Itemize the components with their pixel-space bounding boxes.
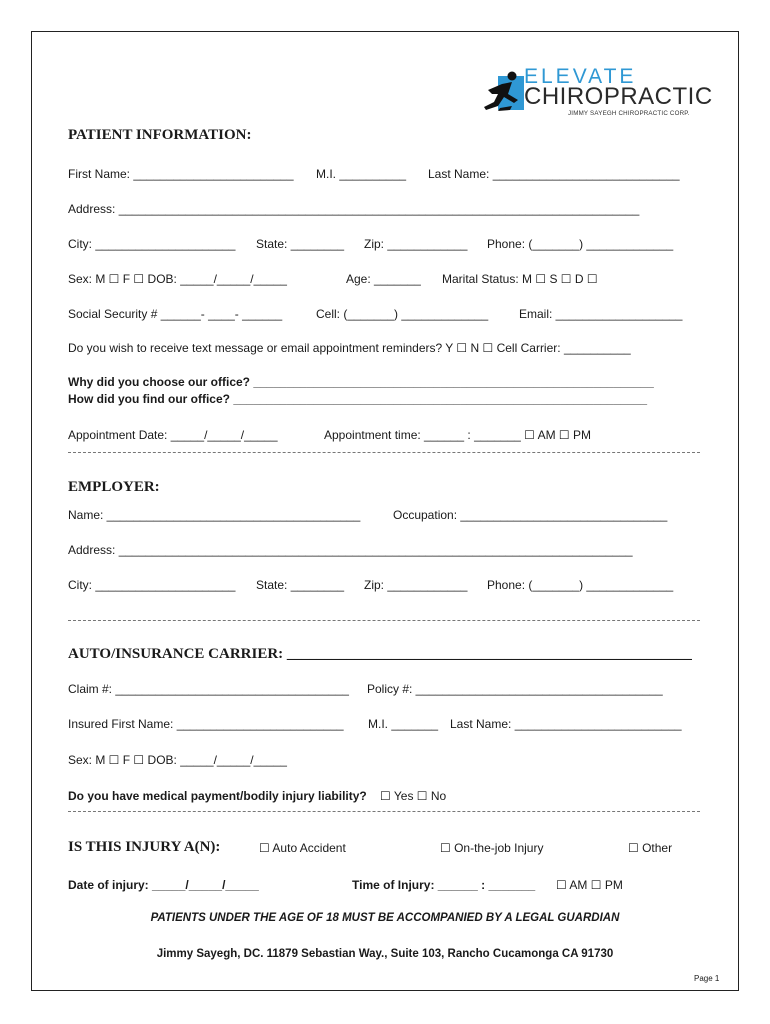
first-name-field[interactable]: First Name: ________________________ [68,167,294,181]
cell-field[interactable]: Cell: (_______) _____________ [316,307,489,321]
patient-info-title: PATIENT INFORMATION: [68,127,252,143]
injury-type-title: IS THIS INJURY A(N): [68,839,221,855]
insured-sex-dob-field[interactable]: Sex: M ☐ F ☐ DOB: _____/_____/_____ [68,753,287,767]
brand-main: CHIROPRACTIC [524,83,713,110]
on-the-job-checkbox[interactable]: ☐ On-the-job Injury [440,841,544,855]
employer-phone-field[interactable]: Phone: (_______) _____________ [487,578,674,592]
brand-top: ELEVATE [524,65,637,88]
insured-last-name-field[interactable]: Last Name: _________________________ [450,717,682,731]
phone-field[interactable]: Phone: (_______) _____________ [487,237,674,251]
auto-accident-checkbox[interactable]: ☐ Auto Accident [259,841,346,855]
employer-title: EMPLOYER: [68,479,160,495]
divider [68,811,700,812]
insured-first-name-field[interactable]: Insured First Name: _________________________ [68,717,344,731]
last-name-field[interactable]: Last Name: ____________________________ [428,167,680,181]
employer-state-field[interactable]: State: ________ [256,578,345,592]
injury-time-field[interactable]: Time of Injury: ______ : _______ [352,878,536,892]
injury-date-field[interactable]: Date of injury: _____/_____/_____ [68,878,259,892]
how-find-field[interactable]: How did you find our office? ______________________________________________________________ [68,392,648,406]
age-field[interactable]: Age: _______ [346,272,421,286]
brand-tagline: JIMMY SAYEGH CHIROPRACTIC CORP. [568,110,690,117]
guardian-notice: PATIENTS UNDER THE AGE OF 18 MUST BE ACCOMPANIED BY A LEGAL GUARDIAN [150,912,620,924]
office-address: Jimmy Sayegh, DC. 11879 Sebastian Way., Suite 103, Rancho Cucamonga CA 91730 [156,948,614,960]
sex-dob-field[interactable]: Sex: M ☐ F ☐ DOB: _____/_____/_____ [68,272,287,286]
page-number: Page 1 [694,974,720,983]
policy-field[interactable]: Policy #: _____________________________________ [367,682,663,696]
other-checkbox[interactable]: ☐ Other [628,841,673,855]
address-field[interactable]: Address: ______________________________________________________________________________ [68,202,640,216]
insured-mi-field[interactable]: M.I. _______ [368,717,439,731]
mi-field[interactable]: M.I. __________ [316,167,407,181]
injury-ampm-checkbox[interactable]: ☐ AM ☐ PM [556,878,623,892]
divider [68,452,700,453]
marital-status-field[interactable]: Marital Status: M ☐ S ☐ D ☐ [442,272,598,286]
divider [68,620,700,621]
liability-options[interactable]: ☐ Yes ☐ No [380,789,447,803]
zip-field[interactable]: Zip: ____________ [364,237,468,251]
occupation-field[interactable]: Occupation: _______________________________ [393,508,668,522]
elevate-logo [480,65,713,124]
reminders-field[interactable]: Do you wish to receive text message or email appointment reminders? Y ☐ N ☐ Cell Carrier: __________ [68,341,631,355]
city-field[interactable]: City: _____________________ [68,237,236,251]
employer-address-field[interactable]: Address: _____________________________________________________________________________ [68,543,633,557]
appointment-date-field[interactable]: Appointment Date: _____/_____/_____ [68,428,278,442]
why-choose-field[interactable]: Why did you choose our office? ____________________________________________________________ [68,375,654,389]
runner-logo-icon [482,70,526,114]
claim-field[interactable]: Claim #: ___________________________________ [68,682,349,696]
state-field[interactable]: State: ________ [256,237,345,251]
employer-zip-field[interactable]: Zip: ____________ [364,578,468,592]
ssn-field[interactable]: Social Security # ______- ____- ______ [68,307,283,321]
insurance-title[interactable]: AUTO/INSURANCE CARRIER: ______________________________________________________ [68,646,692,662]
appointment-time-field[interactable]: Appointment time: ______ : _______ ☐ AM ☐ PM [324,428,591,442]
employer-name-field[interactable]: Name: ______________________________________ [68,508,361,522]
email-field[interactable]: Email: ___________________ [519,307,683,321]
liability-question: Do you have medical payment/bodily injury liability? [68,789,367,803]
employer-city-field[interactable]: City: _____________________ [68,578,236,592]
